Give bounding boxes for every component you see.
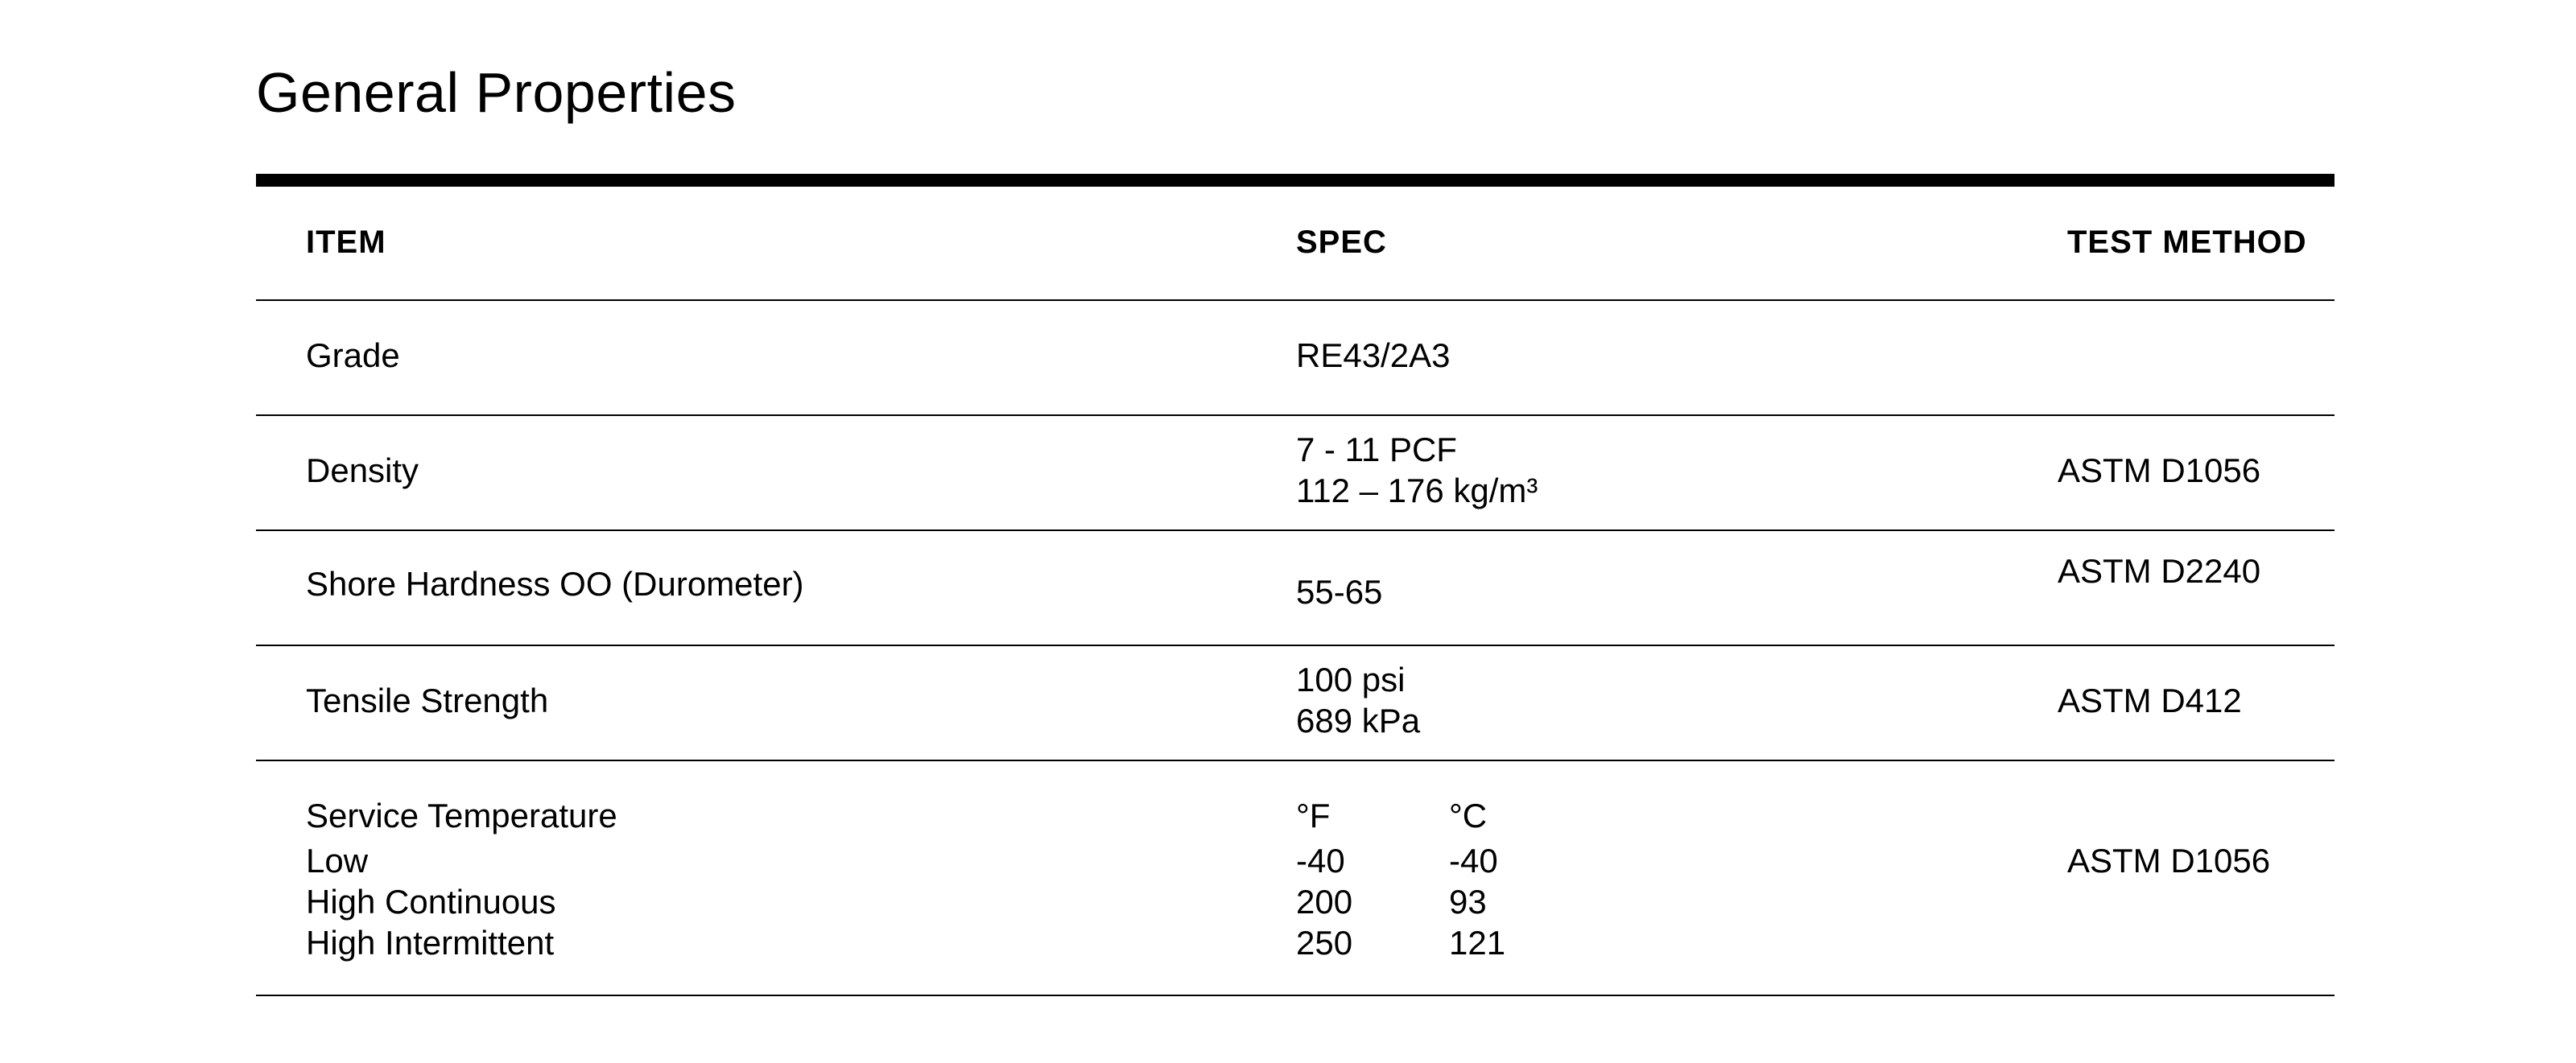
temp-label-low: Low <box>306 842 369 880</box>
test-method-cell: ASTM D1056 <box>2067 842 2271 880</box>
table-row-shore-hardness <box>256 531 2334 646</box>
properties-table <box>256 174 2334 996</box>
temp-f-value: 200 <box>1296 883 1353 921</box>
temp-c-value: 93 <box>1449 883 1487 921</box>
temp-value-row-high-continuous <box>1296 881 1546 922</box>
temp-label-high-intermittent: High Intermittent <box>306 924 555 962</box>
header-test-method: TEST METHOD <box>2067 225 2307 260</box>
spec-cell-line-1: 7 - 11 PCF <box>1296 431 1457 468</box>
test-method-cell: ASTM D412 <box>2058 682 2242 719</box>
temp-value-row-low <box>1296 840 1546 881</box>
test-method-cell: ASTM D2240 <box>2058 552 2261 590</box>
item-cell: Service Temperature <box>306 797 617 834</box>
item-cell: Tensile Strength <box>306 682 549 719</box>
page-title: General Properties <box>256 61 737 124</box>
spec-cell-line-1: 100 psi <box>1296 661 1406 698</box>
temp-f-value: 250 <box>1296 924 1353 962</box>
item-cell: Density <box>306 451 419 489</box>
table-header-row <box>256 187 2334 301</box>
header-item: ITEM <box>306 225 386 260</box>
temp-label-high-continuous: High Continuous <box>306 883 556 921</box>
spec-cell: 55-65 <box>1296 573 1383 611</box>
item-cell: Shore Hardness OO (Durometer) <box>306 565 804 603</box>
table-top-rule <box>256 174 2334 187</box>
temp-value-row-high-intermittent <box>1296 922 1546 963</box>
temp-c-value: -40 <box>1449 842 1498 880</box>
table-row-grade <box>256 301 2334 416</box>
table-row-service-temperature <box>256 761 2334 996</box>
service-temperature-items <box>306 795 617 963</box>
unit-celsius: °C <box>1449 797 1488 834</box>
spec-cell: RE43/2A3 <box>1296 336 1451 374</box>
table-row-density <box>256 416 2334 531</box>
item-cell: Grade <box>306 336 400 374</box>
temp-unit-row <box>1296 795 1546 840</box>
table-row-tensile-strength <box>256 646 2334 761</box>
spec-cell-line-2: 689 kPa <box>1296 702 1421 740</box>
service-temperature-spec <box>1296 795 1546 963</box>
header-spec: SPEC <box>1296 225 1387 260</box>
temp-c-value: 121 <box>1449 924 1506 962</box>
test-method-cell: ASTM D1056 <box>2058 451 2261 489</box>
unit-fahrenheit: °F <box>1296 797 1331 834</box>
temp-f-value: -40 <box>1296 842 1345 880</box>
spec-cell-line-2: 112 – 176 kg/m³ <box>1296 472 1538 509</box>
